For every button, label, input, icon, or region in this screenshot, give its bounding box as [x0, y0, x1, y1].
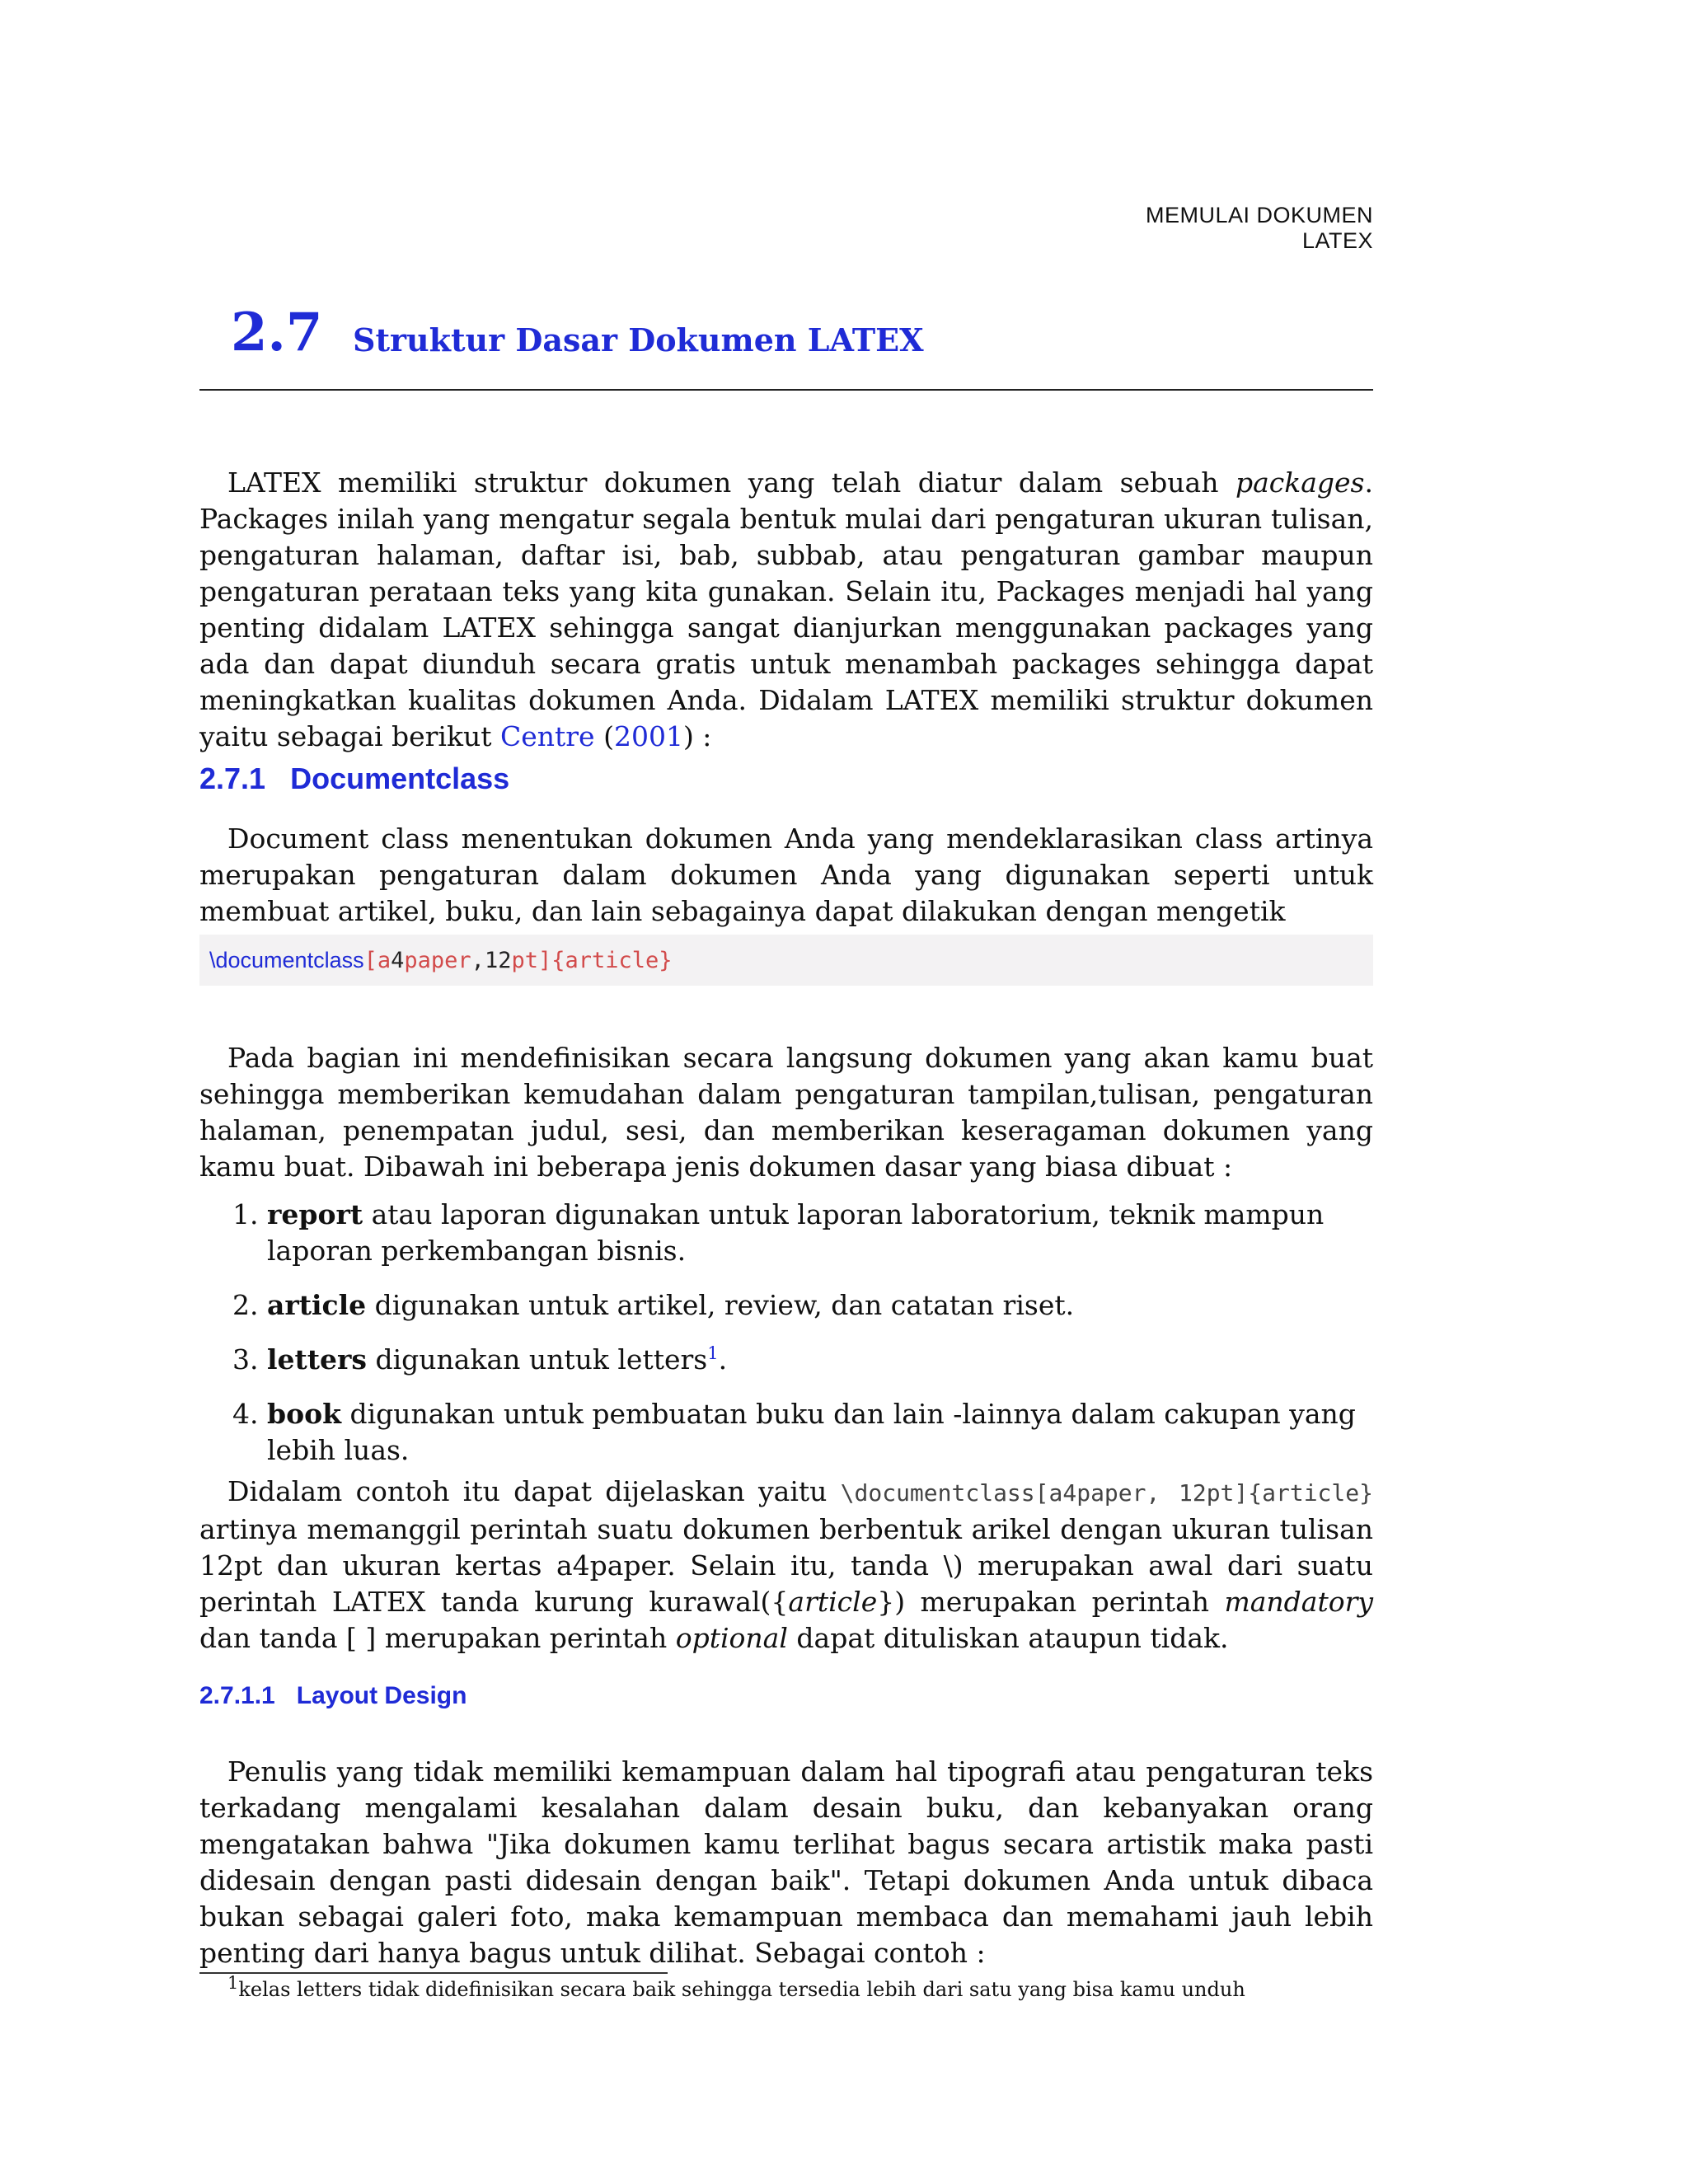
subsubsection-heading — [199, 1681, 467, 1710]
section-title: Struktur Dasar Dokumen LATEX — [353, 321, 924, 359]
intro-paragraph — [199, 465, 1373, 755]
list-term: book — [267, 1398, 341, 1430]
footnote-link[interactable]: 1 — [707, 1343, 719, 1363]
code-block — [199, 935, 1373, 986]
explanation-text: dapat dituliskan ataupun tidak. — [787, 1622, 1229, 1654]
list-text-after: . — [718, 1343, 728, 1376]
code-brace: { — [551, 948, 565, 973]
footnote-text: kelas letters tidak didefinisikan secara baik sehingga tersedia lebih dari satu yang bisa kamu unduh — [238, 1978, 1245, 2001]
code-token: 4 — [391, 948, 405, 973]
explanation-italic: article — [788, 1586, 878, 1618]
list-text: digunakan untuk pembuatan buku dan lain -lainnya dalam cakupan yang lebih luas. — [267, 1398, 1356, 1466]
citation-link-author[interactable]: Centre — [499, 720, 595, 752]
list-item — [199, 1197, 1403, 1271]
intro-italic: packages — [1235, 466, 1365, 499]
list-item — [199, 1342, 1403, 1378]
code-token: article — [565, 948, 659, 973]
code-bracket: [ — [363, 948, 377, 973]
footnote-rule — [199, 1972, 668, 1974]
footnote-mark: 1 — [227, 1973, 239, 1993]
subsection-heading — [199, 762, 509, 796]
list-text: digunakan untuk artikel, review, dan catatan riset. — [366, 1289, 1075, 1321]
documenttypes-text: Pada bagian ini mendefinisikan secara langsung dokumen yang akan kamu buat sehingga memberikan kemudahan dalam pengaturan tampilan,tulisan, pengaturan halaman, penempatan judul, sesi, dan memberikan keseragaman dokumen yang kamu buat. Dibawah ini beberapa jenis dokumen dasar yang biasa dibuat : — [199, 1042, 1373, 1183]
documenttypes-paragraph — [199, 1040, 1373, 1185]
subsubsection-title: Layout Design — [296, 1682, 467, 1709]
running-head: MEMULAI DOKUMEN LATEX — [1145, 203, 1373, 253]
inline-code: \documentclass[a4paper, 12pt]{article} — [840, 1479, 1373, 1507]
documentclass-paragraph — [199, 821, 1373, 930]
footnote — [227, 1973, 1245, 2001]
list-text: atau laporan digunakan untuk laporan laboratorium, teknik mampun laporan perkembangan bisnis. — [267, 1198, 1325, 1267]
list-number: 1. — [232, 1198, 259, 1230]
subsection-number: 2.7.1 — [199, 762, 266, 795]
list-term: letters — [267, 1343, 367, 1376]
documentclass-text: Document class menentukan dokumen Anda yang mendeklarasikan class artinya merupakan pengaturan dalam dokumen Anda yang digunakan seperti untuk membuat artikel, buku, dan lain sebagainya dapat dilakukan dengan mengetik — [199, 823, 1373, 927]
explanation-text: dan tanda [ ] merupakan perintah — [199, 1622, 676, 1654]
explanation-text: Didalam contoh itu dapat dijelaskan yaitu — [227, 1475, 841, 1507]
explanation-italic: optional — [675, 1622, 788, 1654]
list-term: article — [267, 1289, 367, 1321]
section-number: 2.7 — [231, 302, 323, 363]
code-token: , — [471, 948, 485, 973]
cite-open: ( — [594, 720, 614, 752]
layout-paragraph — [199, 1754, 1373, 1971]
list-number: 2. — [232, 1289, 259, 1321]
code-token: a — [377, 948, 392, 973]
explanation-text: artinya memanggil perintah suatu dokumen berbentuk arikel dengan ukuran tulisan 12pt dan ukuran kertas a4paper. Selain itu, tanda \) merupakan awal dari suatu perintah LATEX tanda kurung kurawal({ — [199, 1513, 1373, 1618]
intro-text: LATEX memiliki struktur dokumen yang telah diatur dalam sebuah — [227, 466, 1236, 499]
explanation-text: }) merupakan perintah — [877, 1586, 1225, 1618]
intro-text-rest: . Packages inilah yang mengatur segala bentuk mulai dari pengaturan ukuran tulisan, pengaturan halaman, daftar isi, bab, subbab, atau pengaturan gambar maupun pengaturan perataan teks yang kita gunakan. Selain itu, Packages menjadi hal yang penting didalam LATEX sehingga sangat dianjurkan menggunakan packages yang ada dan dapat diunduh secara gratis untuk menambah packages sehingga dapat meningkatkan kualitas dokumen Anda. Didalam LATEX memiliki struktur dokumen yaitu sebagai berikut — [199, 466, 1373, 752]
citation-link-year[interactable]: 2001 — [613, 720, 683, 752]
subsection-title: Documentclass — [290, 762, 510, 795]
layout-text: Penulis yang tidak memiliki kemampuan dalam hal tipografi atau pengaturan teks terkadang mengalami kesalahan dalam desain buku, dan kebanyakan orang mengatakan bahwa "Jika dokumen kamu terlihat bagus secara artistik maka pasti didesain dengan pasti didesain dengan baik". Tetapi dokumen Anda untuk dibaca bukan sebagai galeri foto, maka kemampuan membaca dan memahami jauh lebih penting dari hanya bagus untuk dilihat. Sebagai contoh : — [199, 1755, 1373, 1969]
cite-close: ) : — [682, 720, 712, 752]
code-brace: } — [659, 948, 673, 973]
list-term: report — [267, 1198, 363, 1230]
list-item — [199, 1287, 1403, 1324]
list-number: 3. — [232, 1343, 259, 1376]
code-bracket: ] — [537, 948, 552, 973]
section-rule — [199, 389, 1373, 391]
code-token: paper — [404, 948, 471, 973]
explanation-paragraph — [199, 1474, 1373, 1657]
subsubsection-number: 2.7.1.1 — [199, 1682, 275, 1709]
list-item — [199, 1396, 1403, 1466]
code-token: pt — [511, 948, 538, 973]
list-number: 4. — [232, 1398, 259, 1430]
list-text: digunakan untuk letters — [366, 1343, 708, 1376]
code-command: \documentclass — [209, 948, 364, 972]
explanation-italic: mandatory — [1224, 1586, 1374, 1618]
code-token: 12 — [484, 948, 512, 973]
